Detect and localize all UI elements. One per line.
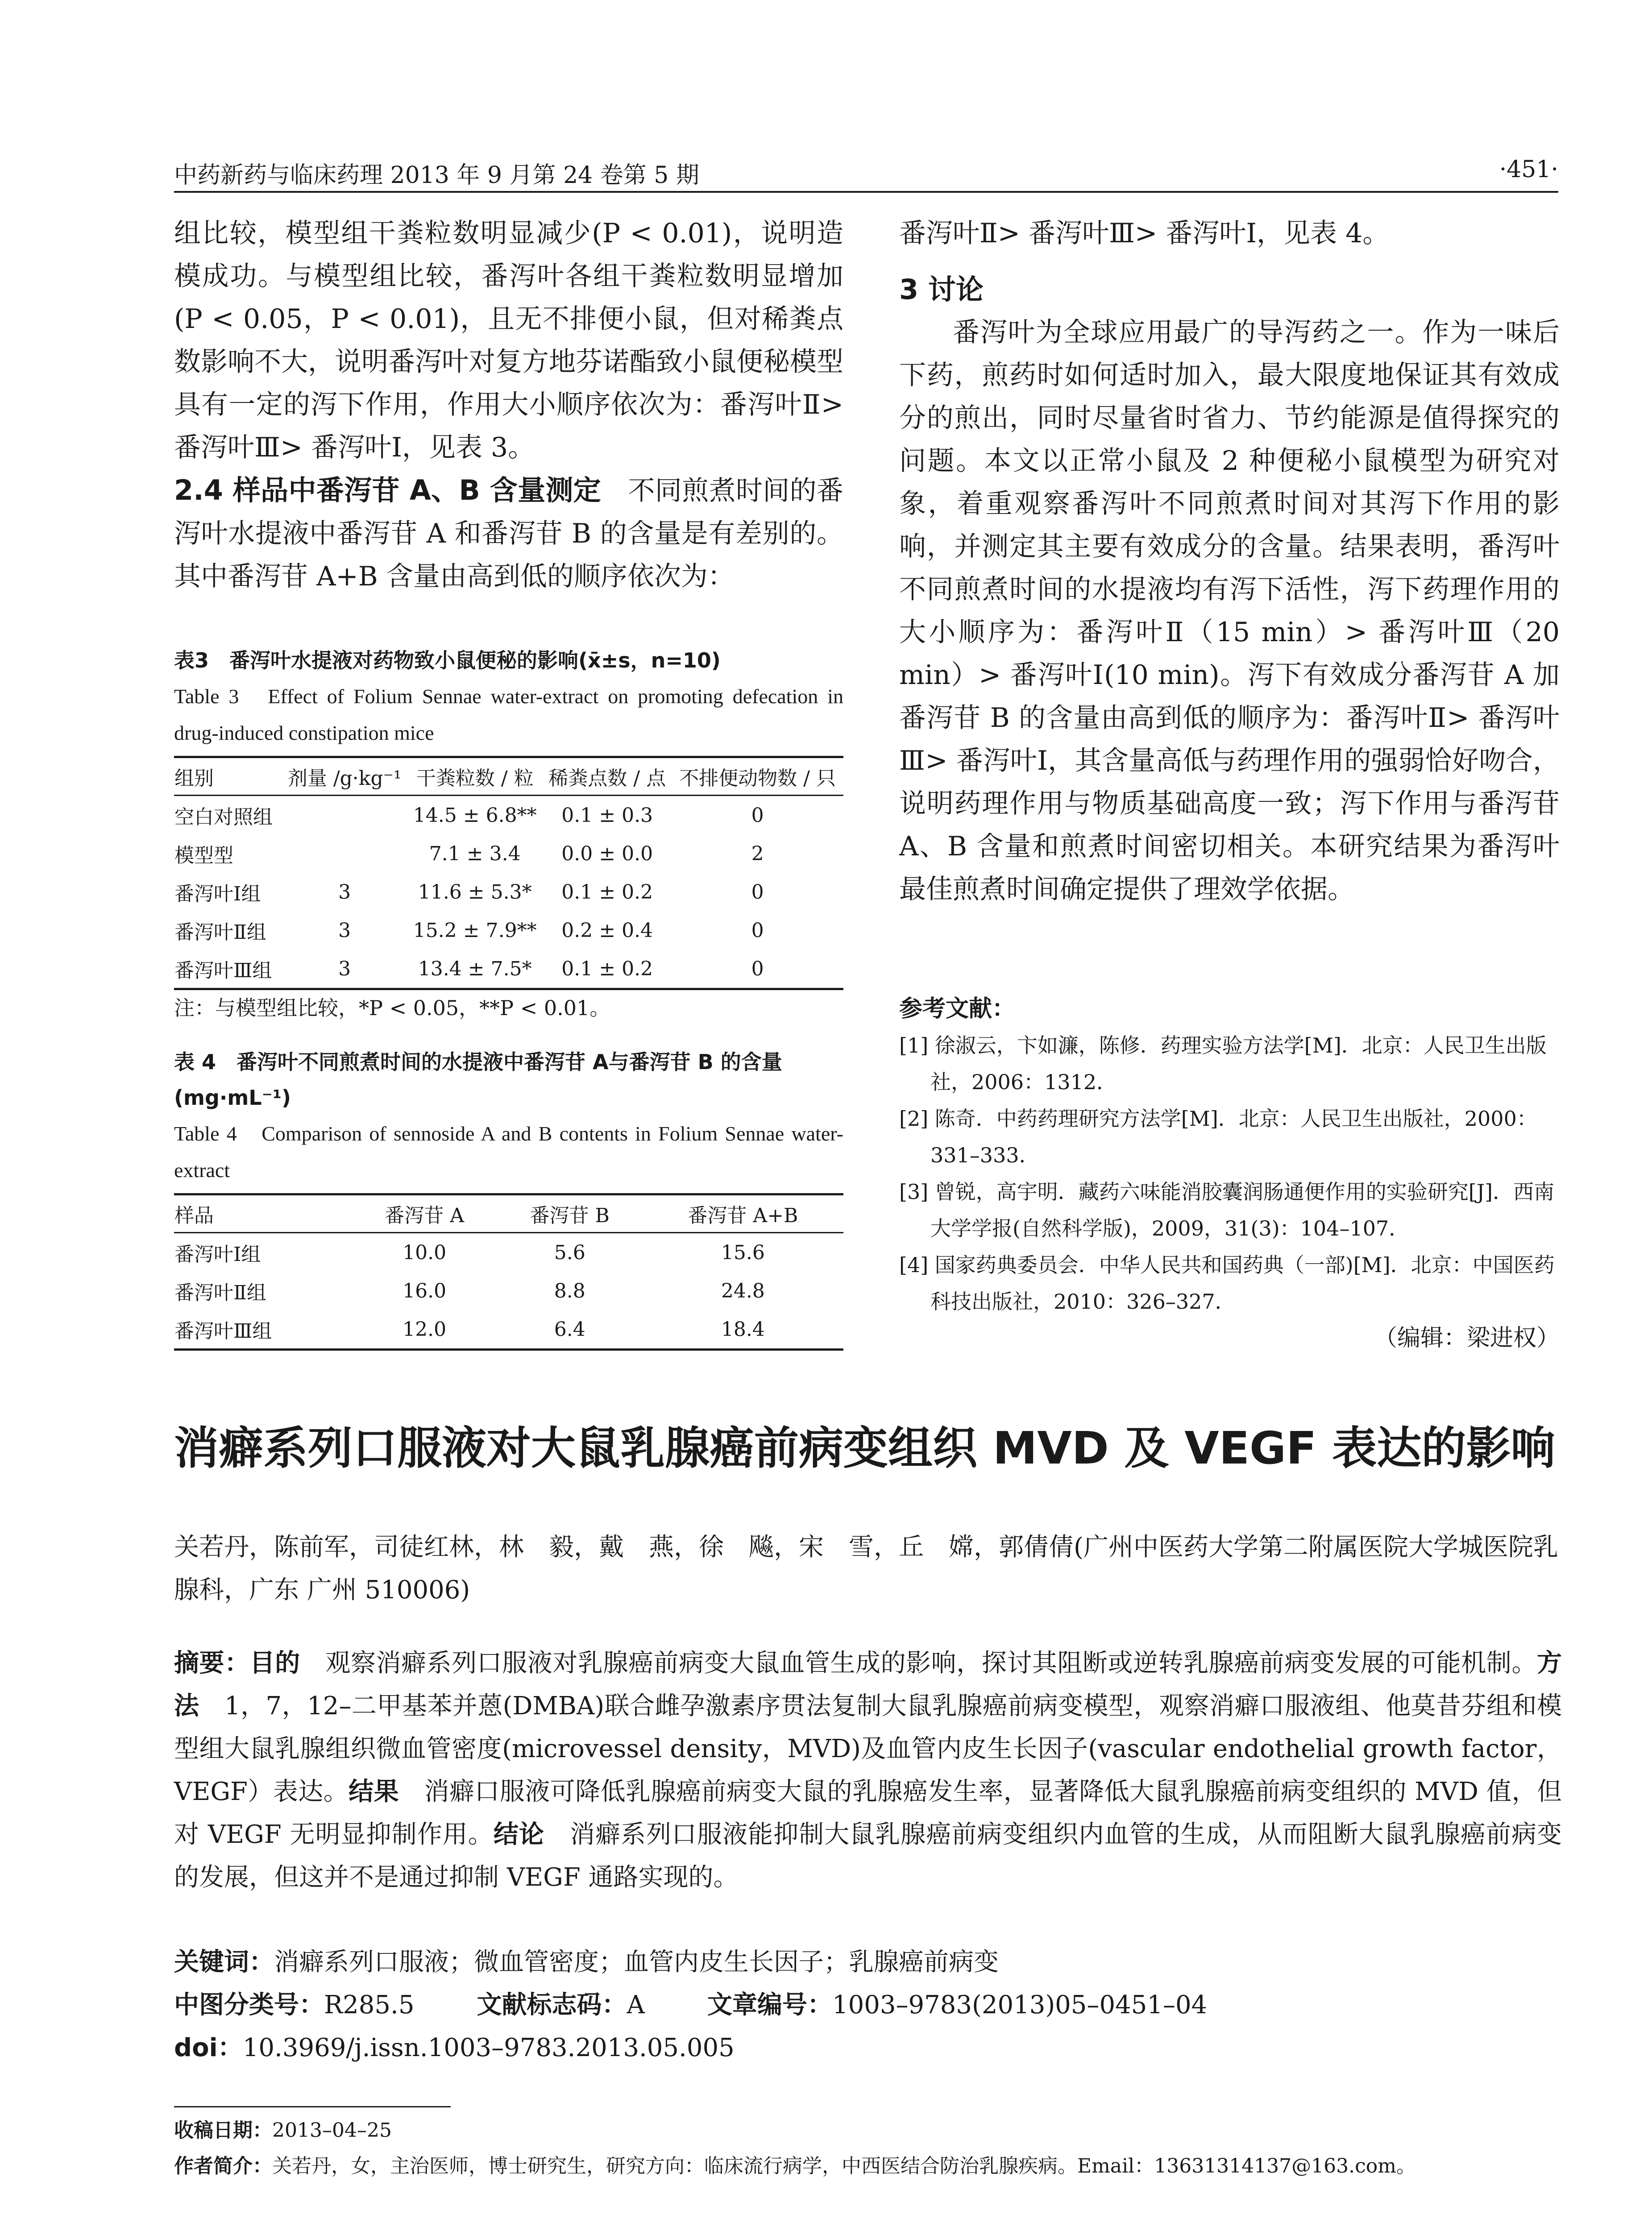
reference-item: [1] 徐淑云，卞如濂，陈修．药理实验方法学[M]．北京：人民卫生出版社，2006：1312．: [899, 1033, 1547, 1094]
article-meta: [174, 1941, 1562, 2069]
table-cell: 3: [282, 950, 407, 989]
table3-block: [174, 643, 843, 1026]
table-row: [174, 796, 843, 835]
doi-value: 10.3969/j.issn.1003–9783.2013.05.005: [242, 2033, 735, 2062]
clc-value: R285.5: [324, 1990, 415, 2020]
table-cell: [282, 834, 407, 873]
table-cell: 13.4 ± 7.5*: [407, 950, 543, 989]
table-cell: 模型型: [174, 844, 233, 867]
table-cell: 3: [338, 880, 351, 904]
table-cell: 0: [751, 880, 764, 904]
table-cell: 番泻叶Ⅰ组: [174, 883, 261, 905]
table-cell: 16.0: [403, 1279, 447, 1302]
table-cell: 11.6 ± 5.3*: [418, 880, 532, 904]
doi-line: [174, 2027, 1562, 2069]
running-header: [174, 156, 1558, 187]
table-cell: 0.0 ± 0.0: [561, 842, 653, 865]
table-cell: 10.0: [403, 1241, 447, 1264]
result-label: 结果: [349, 1777, 399, 1806]
table-cell: 空白对照组: [174, 806, 273, 829]
right-column: [899, 212, 1560, 911]
discussion-text: 番泻叶为全球应用最广的导泻药之一。作为一味后下药，煎药时如何适时加入，最大限度地保证其有效成分的煎出，同时尽量省时省力、节约能源是值得探究的问题。本文以正常小鼠及 2 种便秘小鼠模型为研究对象，着重观察番泻叶不同煎煮时间对其泻下作用的影响，并测定其主要有效成分的含量。结果表明，番泻叶不同煎煮时间的水提液均有泻下活性，泻下药理作用的大小顺序为：番泻叶Ⅱ（15 min）> 番泻叶Ⅲ（20 min）> 番泻叶Ⅰ(10 min)。泻下有效成分番泻苷 A 加番泻苷 B 的含量由高到低的顺序为：番泻叶Ⅱ> 番泻叶Ⅲ> 番泻叶Ⅰ，其含量高低与药理作用的强弱恰好吻合，说明药理作用与物质基础高度一致；泻下作用与番泻苷 A、B 含量和煎煮时间密切相关。本研究结果为番泻叶最佳煎煮时间确定提供了理效学依据。: [899, 317, 1560, 905]
left-column: [174, 212, 843, 598]
table-cell: 0.1 ± 0.3: [561, 804, 653, 827]
table4-header: 番泻苷 A: [352, 1194, 497, 1233]
table-cell: 番泻叶Ⅱ组: [174, 1281, 266, 1304]
author-info: 关若丹，女，主治医师，博士研究生，研究方向：临床流行病学，中西医结合防治乳腺疾病。Email：13631314137@163.com。: [272, 2155, 1416, 2177]
table3-note: 注：与模型组比较，*P < 0.05，**P < 0.01。: [174, 996, 610, 1020]
table3-header: 组别: [174, 757, 282, 796]
classification-line: [174, 1984, 1562, 2027]
table3-header: 剂量 /g·kg⁻¹: [282, 757, 407, 796]
table3: [174, 756, 843, 990]
received-label: 收稿日期：: [174, 2119, 272, 2142]
table-cell: 0.1 ± 0.2: [561, 880, 653, 904]
table-cell: 番泻叶Ⅱ组: [174, 921, 266, 944]
abstract-label: 摘要：目的: [174, 1649, 300, 1678]
author-info-line: [174, 2148, 1562, 2184]
method-label: 方法: [174, 1649, 1562, 1721]
table-cell: 15.6: [721, 1241, 765, 1264]
table4-header: 番泻苷 B: [497, 1194, 643, 1233]
keywords-line: [174, 1941, 1562, 1984]
references: [899, 991, 1560, 1356]
article-title: 消癖系列口服液对大鼠乳腺癌前病变组织 MVD 及 VEGF 表达的影响: [174, 1422, 1556, 1474]
reference-item: [3] 曾锐，高宇明．藏药六味能消胶囊润肠通便作用的实验研究[J]．西南大学学报(自然科学版)，2009，31(3)：104–107．: [899, 1180, 1555, 1240]
footnote-rule: [174, 2106, 451, 2107]
footnotes: [174, 2113, 1562, 2184]
section-2-4: [174, 469, 843, 598]
clc-label: 中图分类号：: [174, 1990, 324, 2020]
articleno-value: 1003–9783(2013)05–0451–04: [832, 1990, 1208, 2020]
doccode-value: A: [627, 1990, 645, 2020]
table-cell: 0: [751, 804, 764, 827]
table-cell: 14.5 ± 6.8**: [413, 804, 537, 827]
article-authors: 关若丹，陈前军，司徒红林，林 毅，戴 燕，徐 飚，宋 雪，丘 嫦，郭倩倩(广州中医药大学第二附属医院大学城医院乳腺科，广东 广州 510006): [174, 1533, 1558, 1605]
journal-info: 中药新药与临床药理 2013 年 9 月第 24 卷第 5 期: [174, 162, 699, 189]
table-row: [174, 950, 843, 989]
abstract-purpose: 观察消癖系列口服液对乳腺癌前病变大鼠血管生成的影响，探讨其阻断或逆转乳腺癌前病变发展的可能机制。: [325, 1649, 1537, 1678]
page-number: ·451·: [1499, 156, 1558, 183]
table-row: [174, 873, 843, 911]
table3-header: 不排便动物数 / 只: [672, 757, 843, 796]
abstract: [174, 1642, 1562, 1899]
table-cell: 24.8: [721, 1279, 765, 1302]
table3-caption-zh: 表3 番泻叶水提液对药物致小鼠便秘的影响(x̄±s，n=10): [174, 648, 721, 672]
table-cell: 2: [751, 842, 764, 865]
table4-header: 样品: [174, 1194, 352, 1233]
table-cell: 0: [751, 919, 764, 942]
conclusion-label: 结论: [493, 1820, 544, 1849]
table-cell: [282, 796, 407, 835]
keywords: 消癖系列口服液；微血管密度；血管内皮生长因子；乳腺癌前病变: [274, 1948, 999, 1977]
table4: [174, 1193, 843, 1351]
table-row: [174, 1310, 843, 1350]
doccode-label: 文献标志码：: [477, 1990, 627, 2020]
reference-item: [4] 国家药典委员会．中华人民共和国药典（一部)[M]．北京：中国医药科技出版社，2010：326–327．: [899, 1253, 1555, 1314]
section-2-4-text: 不同煎煮时间的番泻叶水提液中番泻苷 A 和番泻苷 B 的含量是有差别的。其中番泻苷 A+B 含量由高到低的顺序依次为：: [174, 475, 844, 592]
table3-header: 干粪粒数 / 粒: [407, 757, 543, 796]
keywords-label: 关键词：: [174, 1948, 274, 1977]
table-cell: 7.1 ± 3.4: [429, 842, 521, 865]
references-title: 参考文献：: [899, 995, 1016, 1022]
table-cell: 番泻叶Ⅲ组: [174, 950, 282, 989]
received-date: 2013–04–25: [272, 2119, 392, 2142]
table-cell: 5.6: [554, 1241, 585, 1264]
author-info-label: 作者简介：: [174, 2155, 272, 2177]
table-cell: 番泻叶Ⅲ组: [174, 1310, 352, 1350]
articleno-label: 文章编号：: [707, 1990, 832, 2020]
left-para-1: 组比较，模型组干粪粒数明显减少(P < 0.01)，说明造模成功。与模型组比较，番泻叶各组干粪粒数明显增加(P < 0.05，P < 0.01)，且无不排便小鼠，但对稀粪点数影响不大，说明番泻叶对复方地芬诺酯致小鼠便秘模型具有一定的泻下作用，作用大小顺序依次为：番泻叶Ⅱ> 番泻叶Ⅲ> 番泻叶Ⅰ，见表 3。: [174, 218, 843, 463]
table-cell: 18.4: [643, 1310, 843, 1350]
right-line-1: 番泻叶Ⅱ> 番泻叶Ⅲ> 番泻叶Ⅰ，见表 4。: [899, 218, 1390, 249]
section-2-4-title: 2.4 样品中番泻苷 A、B 含量测定: [174, 474, 602, 506]
table-cell: 3: [338, 919, 351, 942]
table4-header: 番泻苷 A+B: [643, 1194, 843, 1233]
table-cell: 6.4: [497, 1310, 643, 1350]
table-cell: 0: [672, 950, 843, 989]
table3-header-row: [174, 757, 843, 796]
table-cell: 8.8: [554, 1279, 585, 1302]
table4-caption-en: Table 4 Comparison of sennoside A and B contents in Folium Sennae water-extract: [174, 1122, 843, 1182]
abstract-conclusion: 消癖系列口服液能抑制大鼠乳腺癌前病变组织内血管的生成，从而阻断大鼠乳腺癌前病变的发展，但这并不是通过抑制 VEGF 通路实现的。: [174, 1820, 1562, 1892]
table-row: [174, 1233, 843, 1272]
table4-header-row: [174, 1194, 843, 1233]
table-cell: 0.2 ± 0.4: [561, 919, 653, 942]
doi-label: doi：: [174, 2033, 243, 2062]
table-cell: 0.1 ± 0.2: [543, 950, 672, 989]
abstract-result: 消癖口服液可降低乳腺癌前病变大鼠的乳腺癌发生率，显著降低大鼠乳腺癌前病变组织的 MVD 值，但对 VEGF 无明显抑制作用。: [174, 1777, 1562, 1849]
table-cell: 12.0: [352, 1310, 497, 1350]
abstract-method: 1，7，12–二甲基苯并蒽(DMBA)联合雌孕激素序贯法复制大鼠乳腺癌前病变模型，观察消癖口服液组、他莫昔芬组和模型组大鼠乳腺组织微血管密度(microvessel density，MVD)及血管内皮生长因子(vascular endothelial growth factor，VEGF）表达。: [174, 1692, 1562, 1806]
table3-header: 稀粪点数 / 点: [543, 757, 672, 796]
table-row: [174, 834, 843, 873]
table3-caption-en: Table 3 Effect of Folium Sennae water-extract on promoting defecation in drug-induced constipation mice: [174, 685, 843, 744]
table-row: [174, 1272, 843, 1310]
table4-block: [174, 1044, 843, 1351]
section-3-title: 3 讨论: [899, 273, 984, 306]
reference-item: [2] 陈奇．中药药理研究方法学[M]．北京：人民卫生出版社，2000：331–333．: [899, 1107, 1537, 1167]
table-cell: 15.2 ± 7.9**: [413, 919, 537, 942]
header-rule: [174, 191, 1558, 193]
table-cell: 番泻叶Ⅰ组: [174, 1243, 261, 1266]
editor-note: （编辑：梁进权）: [1374, 1325, 1560, 1352]
table-row: [174, 911, 843, 950]
received-line: [174, 2113, 1562, 2148]
table4-caption-zh: 表 4 番泻叶不同煎煮时间的水提液中番泻苷 A与番泻苷 B 的含量(mg·mL⁻¹): [174, 1050, 782, 1110]
